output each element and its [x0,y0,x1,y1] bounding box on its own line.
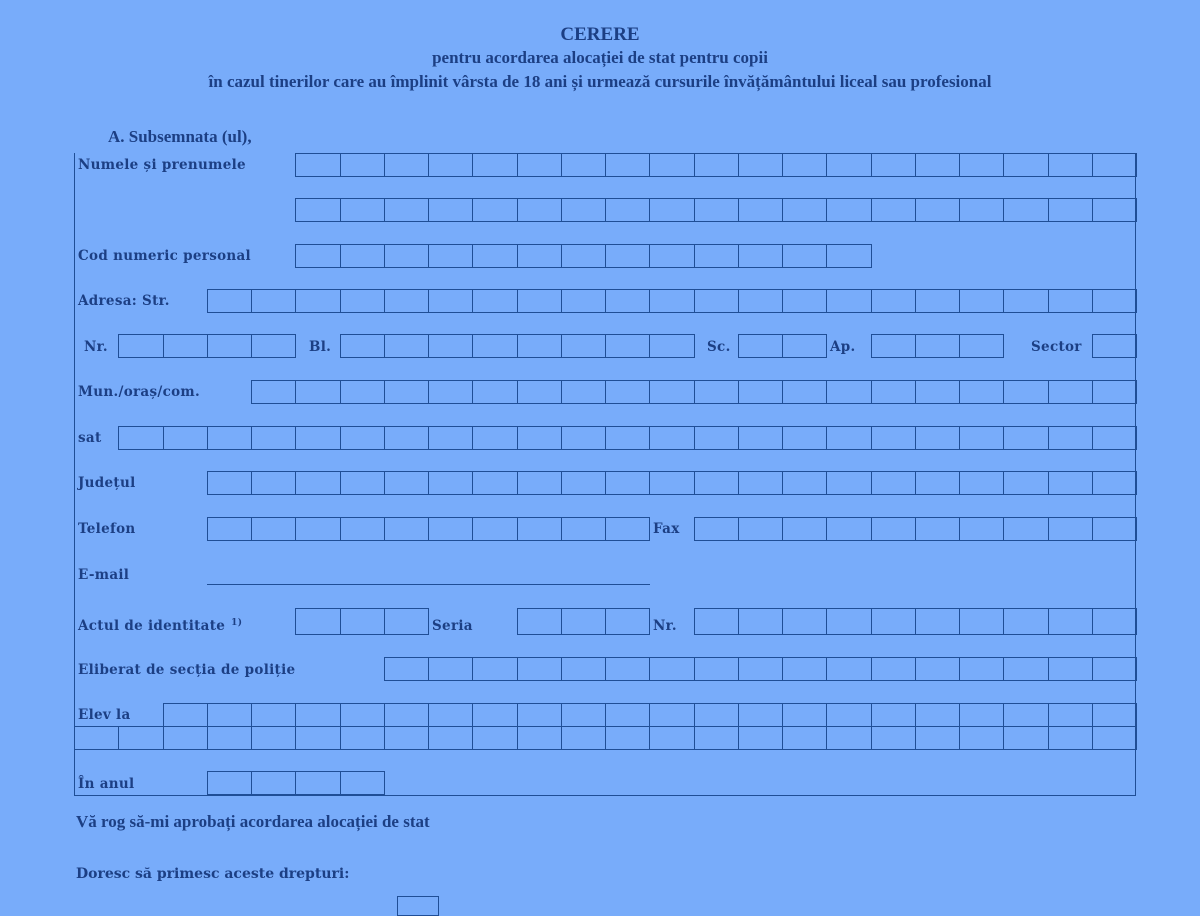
name-box[interactable] [738,153,783,177]
student-box[interactable] [340,703,385,727]
sat-box[interactable] [207,426,252,450]
street-box[interactable] [384,289,429,313]
sat-box[interactable] [163,426,208,450]
id-nr-box[interactable] [826,608,872,635]
student-box-2[interactable] [871,726,916,750]
nr-box[interactable] [118,334,164,358]
bl-label: Bl. [309,339,332,355]
sat-box[interactable] [605,426,650,450]
street-box[interactable] [871,289,916,313]
street-box[interactable] [694,289,739,313]
judet-box[interactable] [871,471,916,495]
judet-box[interactable] [207,471,252,495]
student-box[interactable] [428,703,473,727]
student-box-2[interactable] [251,726,296,750]
sat-box[interactable] [915,426,960,450]
street-box[interactable] [251,289,296,313]
id-nr-box[interactable] [1092,608,1137,635]
telefon-box[interactable] [605,517,650,541]
seria-box[interactable] [517,608,562,635]
id-doc-box[interactable] [384,608,429,635]
judet-box[interactable] [738,471,783,495]
mun-box[interactable] [1048,380,1093,404]
id-nr-box[interactable] [871,608,916,635]
mun-box[interactable] [959,380,1004,404]
address-street-label: Adresa: Str. [78,293,170,309]
name-box-2[interactable] [1048,198,1093,222]
issued-box[interactable] [517,657,562,681]
name-box-2[interactable] [782,198,827,222]
cnp-box[interactable] [517,244,562,268]
fax-box[interactable] [1092,517,1137,541]
judet-box[interactable] [605,471,650,495]
mun-box[interactable] [871,380,916,404]
bl-box[interactable] [428,334,473,358]
name-box-2[interactable] [1003,198,1049,222]
issued-box[interactable] [1003,657,1049,681]
street-box[interactable] [428,289,473,313]
judet-box[interactable] [1092,471,1137,495]
student-box[interactable] [871,703,916,727]
year-box[interactable] [295,771,341,795]
name-box[interactable] [605,153,650,177]
student-box-2[interactable] [694,726,739,750]
street-box[interactable] [1048,289,1093,313]
student-box-2[interactable] [738,726,783,750]
student-box-2[interactable] [915,726,960,750]
issued-box[interactable] [561,657,606,681]
id-doc-box[interactable] [295,608,341,635]
student-box[interactable] [915,703,960,727]
issued-box[interactable] [428,657,473,681]
name-box[interactable] [782,153,827,177]
street-box[interactable] [561,289,606,313]
student-box[interactable] [517,703,562,727]
section-a-heading: A. Subsemnata (ul), [108,127,252,146]
judet-box[interactable] [561,471,606,495]
judet-box[interactable] [472,471,518,495]
request-text: Vă rog să-mi aprobați acordarea alocației de stat [76,812,430,831]
student-box[interactable] [649,703,695,727]
seria-box[interactable] [605,608,650,635]
mun-box[interactable] [738,380,783,404]
name-box[interactable] [428,153,473,177]
id-doc-footnote: 1) [231,618,243,628]
student-box-2[interactable] [340,726,385,750]
mun-box[interactable] [472,380,518,404]
form-subtitle: pentru acordarea alocației de stat pentru copii [432,48,768,67]
sat-box[interactable] [517,426,562,450]
student-box[interactable] [1092,703,1137,727]
bl-box[interactable] [561,334,606,358]
issued-box[interactable] [1048,657,1093,681]
name-box-2[interactable] [915,198,960,222]
telefon-box[interactable] [561,517,606,541]
student-box[interactable] [782,703,827,727]
name-box[interactable] [1092,153,1137,177]
fax-box[interactable] [871,517,916,541]
judet-box[interactable] [517,471,562,495]
street-box[interactable] [340,289,385,313]
name-box[interactable] [340,153,385,177]
fax-box[interactable] [738,517,783,541]
id-nr-label: Nr. [653,618,677,634]
name-box[interactable] [472,153,518,177]
mun-box[interactable] [915,380,960,404]
student-box[interactable] [1048,703,1093,727]
name-box-2[interactable] [1092,198,1137,222]
judet-box[interactable] [826,471,872,495]
judet-label: Județul [78,475,136,491]
name-box-2[interactable] [384,198,429,222]
student-box-2[interactable] [605,726,650,750]
mun-box[interactable] [826,380,872,404]
issued-box[interactable] [871,657,916,681]
student-box-2[interactable] [207,726,252,750]
issued-box[interactable] [649,657,695,681]
student-box-2[interactable] [826,726,872,750]
id-nr-box[interactable] [959,608,1004,635]
sat-box[interactable] [561,426,606,450]
mun-box[interactable] [605,380,650,404]
name-box-2[interactable] [738,198,783,222]
id-nr-box[interactable] [738,608,783,635]
sat-box[interactable] [649,426,695,450]
issued-box[interactable] [738,657,783,681]
form-subtitle-2: în cazul tinerilor care au împlinit vârsta de 18 ani și urmează cursurile învățământului liceal sau profesional [208,72,992,91]
student-box-2[interactable] [295,726,341,750]
seria-box[interactable] [561,608,606,635]
nr-box[interactable] [163,334,208,358]
sc-box[interactable] [782,334,827,358]
issued-box[interactable] [826,657,872,681]
name-box-2[interactable] [472,198,518,222]
street-box[interactable] [649,289,695,313]
sat-box[interactable] [428,426,473,450]
id-nr-box[interactable] [782,608,827,635]
student-box-2[interactable] [517,726,562,750]
name-box-2[interactable] [340,198,385,222]
student-box-2[interactable] [649,726,695,750]
mun-box[interactable] [1003,380,1049,404]
sat-label: sat [78,430,102,446]
name-box-2[interactable] [428,198,473,222]
id-nr-box[interactable] [915,608,960,635]
street-box[interactable] [959,289,1004,313]
telefon-box[interactable] [428,517,473,541]
bl-box[interactable] [605,334,650,358]
telefon-label: Telefon [78,521,136,537]
sat-box[interactable] [472,426,518,450]
student-box-2[interactable] [472,726,518,750]
mun-box[interactable] [1092,380,1137,404]
id-doc-box[interactable] [340,608,385,635]
name-box[interactable] [561,153,606,177]
ap-box[interactable] [915,334,960,358]
street-box[interactable] [1003,289,1049,313]
sat-box[interactable] [738,426,783,450]
nr-label: Nr. [84,339,108,355]
name-box-2[interactable] [561,198,606,222]
student-box[interactable] [738,703,783,727]
cnp-box[interactable] [428,244,473,268]
mun-box[interactable] [384,380,429,404]
street-box[interactable] [295,289,341,313]
fax-box[interactable] [1048,517,1093,541]
street-box[interactable] [517,289,562,313]
id-doc-label-text: Actul de identitate [78,618,226,634]
student-box[interactable] [694,703,739,727]
student-box-2[interactable] [428,726,473,750]
cnp-box[interactable] [649,244,695,268]
mun-label: Mun./oraș/com. [78,384,201,400]
student-box[interactable] [207,703,252,727]
sc-label: Sc. [707,339,731,355]
judet-box[interactable] [1048,471,1093,495]
year-box[interactable] [251,771,296,795]
issued-box[interactable] [605,657,650,681]
student-box[interactable] [1003,703,1049,727]
sat-box[interactable] [251,426,296,450]
sat-box[interactable] [694,426,739,450]
issued-box[interactable] [1092,657,1137,681]
telefon-box[interactable] [517,517,562,541]
mun-box[interactable] [251,380,296,404]
sat-box[interactable] [340,426,385,450]
student-box[interactable] [472,703,518,727]
student-box-2[interactable] [163,726,208,750]
student-box[interactable] [959,703,1004,727]
cnp-box[interactable] [295,244,341,268]
wish-text: Doresc să primesc aceste drepturi: [76,866,350,882]
sat-box[interactable] [782,426,827,450]
mun-box[interactable] [428,380,473,404]
student-box[interactable] [163,703,208,727]
year-label: În anul [78,776,135,792]
telefon-box[interactable] [251,517,296,541]
judet-box[interactable] [915,471,960,495]
street-box[interactable] [472,289,518,313]
student-box-2[interactable] [1003,726,1049,750]
issued-box[interactable] [782,657,827,681]
telefon-box[interactable] [340,517,385,541]
sat-box[interactable] [1092,426,1137,450]
sat-box[interactable] [826,426,872,450]
issued-box[interactable] [472,657,518,681]
student-box-2[interactable] [1092,726,1137,750]
street-box[interactable] [915,289,960,313]
fax-box[interactable] [959,517,1004,541]
ap-label: Ap. [830,339,856,355]
student-box[interactable] [826,703,872,727]
issued-box[interactable] [959,657,1004,681]
judet-box[interactable] [959,471,1004,495]
mun-box[interactable] [295,380,341,404]
street-box[interactable] [605,289,650,313]
student-box[interactable] [295,703,341,727]
judet-box[interactable] [782,471,827,495]
mun-box[interactable] [694,380,739,404]
payment-option-checkbox[interactable] [397,896,439,916]
judet-box[interactable] [428,471,473,495]
bl-box[interactable] [340,334,385,358]
name-box-2[interactable] [649,198,695,222]
student-box[interactable] [605,703,650,727]
judet-box[interactable] [295,471,341,495]
telefon-box[interactable] [472,517,518,541]
student-box[interactable] [384,703,429,727]
name-box[interactable] [871,153,916,177]
name-box[interactable] [384,153,429,177]
cnp-box[interactable] [561,244,606,268]
mun-box[interactable] [649,380,695,404]
student-box[interactable] [561,703,606,727]
sat-box[interactable] [295,426,341,450]
cnp-box[interactable] [605,244,650,268]
fax-box[interactable] [915,517,960,541]
judet-box[interactable] [340,471,385,495]
name-box-2[interactable] [605,198,650,222]
sc-box[interactable] [738,334,783,358]
name-box-2[interactable] [694,198,739,222]
sat-box[interactable] [1048,426,1093,450]
student-box-2[interactable] [384,726,429,750]
issued-box[interactable] [915,657,960,681]
sector-box[interactable] [1092,334,1137,358]
sat-box[interactable] [959,426,1004,450]
issued-box[interactable] [694,657,739,681]
fax-box[interactable] [782,517,827,541]
email-label: E-mail [78,567,130,583]
name-box[interactable] [694,153,739,177]
bl-box[interactable] [472,334,518,358]
sector-label: Sector [1031,339,1082,355]
sat-box[interactable] [384,426,429,450]
telefon-box[interactable] [384,517,429,541]
name-box[interactable] [915,153,960,177]
telefon-box[interactable] [295,517,341,541]
student-box-2[interactable] [561,726,606,750]
bl-box[interactable] [517,334,562,358]
fax-box[interactable] [826,517,872,541]
year-box[interactable] [207,771,252,795]
judet-box[interactable] [649,471,695,495]
student-box-2[interactable] [74,726,119,750]
mun-box[interactable] [561,380,606,404]
name-box[interactable] [959,153,1004,177]
issued-box[interactable] [384,657,429,681]
cnp-label: Cod numeric personal [78,248,251,264]
nr-box[interactable] [207,334,252,358]
name-box[interactable] [649,153,695,177]
name-box-2[interactable] [959,198,1004,222]
street-box[interactable] [738,289,783,313]
fax-box[interactable] [1003,517,1049,541]
name-box[interactable] [1003,153,1049,177]
cnp-box[interactable] [782,244,827,268]
mun-box[interactable] [340,380,385,404]
name-box-2[interactable] [871,198,916,222]
seria-label: Seria [432,618,473,634]
judet-box[interactable] [694,471,739,495]
issued-label: Eliberat de secția de poliție [78,662,296,678]
name-box[interactable] [1048,153,1093,177]
name-box-2[interactable] [517,198,562,222]
cnp-box[interactable] [340,244,385,268]
student-box-2[interactable] [1048,726,1093,750]
sat-box[interactable] [118,426,164,450]
form-title: CERERE [560,24,640,45]
id-nr-box[interactable] [1048,608,1093,635]
mun-box[interactable] [782,380,827,404]
ap-box[interactable] [959,334,1004,358]
student-box-2[interactable] [118,726,164,750]
id-nr-box[interactable] [694,608,739,635]
year-box[interactable] [340,771,385,795]
judet-box[interactable] [251,471,296,495]
telefon-box[interactable] [207,517,252,541]
student-box[interactable] [251,703,296,727]
name-box[interactable] [295,153,341,177]
name-box[interactable] [517,153,562,177]
nr-box[interactable] [251,334,296,358]
cnp-box[interactable] [384,244,429,268]
student-box-2[interactable] [782,726,827,750]
cnp-box[interactable] [738,244,783,268]
student-label: Elev la [78,707,131,723]
cnp-box[interactable] [694,244,739,268]
judet-box[interactable] [1003,471,1049,495]
mun-box[interactable] [517,380,562,404]
name-box-2[interactable] [826,198,872,222]
street-box[interactable] [1092,289,1137,313]
bl-box[interactable] [384,334,429,358]
street-box[interactable] [826,289,872,313]
name-label: Numele și prenumele [78,157,246,173]
cnp-box[interactable] [826,244,872,268]
ap-box[interactable] [871,334,916,358]
bl-box[interactable] [649,334,695,358]
email-field[interactable] [207,584,650,585]
street-box[interactable] [207,289,252,313]
id-nr-box[interactable] [1003,608,1049,635]
cnp-box[interactable] [472,244,518,268]
sat-box[interactable] [871,426,916,450]
street-box[interactable] [782,289,827,313]
student-box-2[interactable] [959,726,1004,750]
id-doc-label [78,618,242,634]
fax-label: Fax [653,521,680,537]
judet-box[interactable] [384,471,429,495]
sat-box[interactable] [1003,426,1049,450]
name-box[interactable] [826,153,872,177]
fax-box[interactable] [694,517,739,541]
name-box-2[interactable] [295,198,341,222]
